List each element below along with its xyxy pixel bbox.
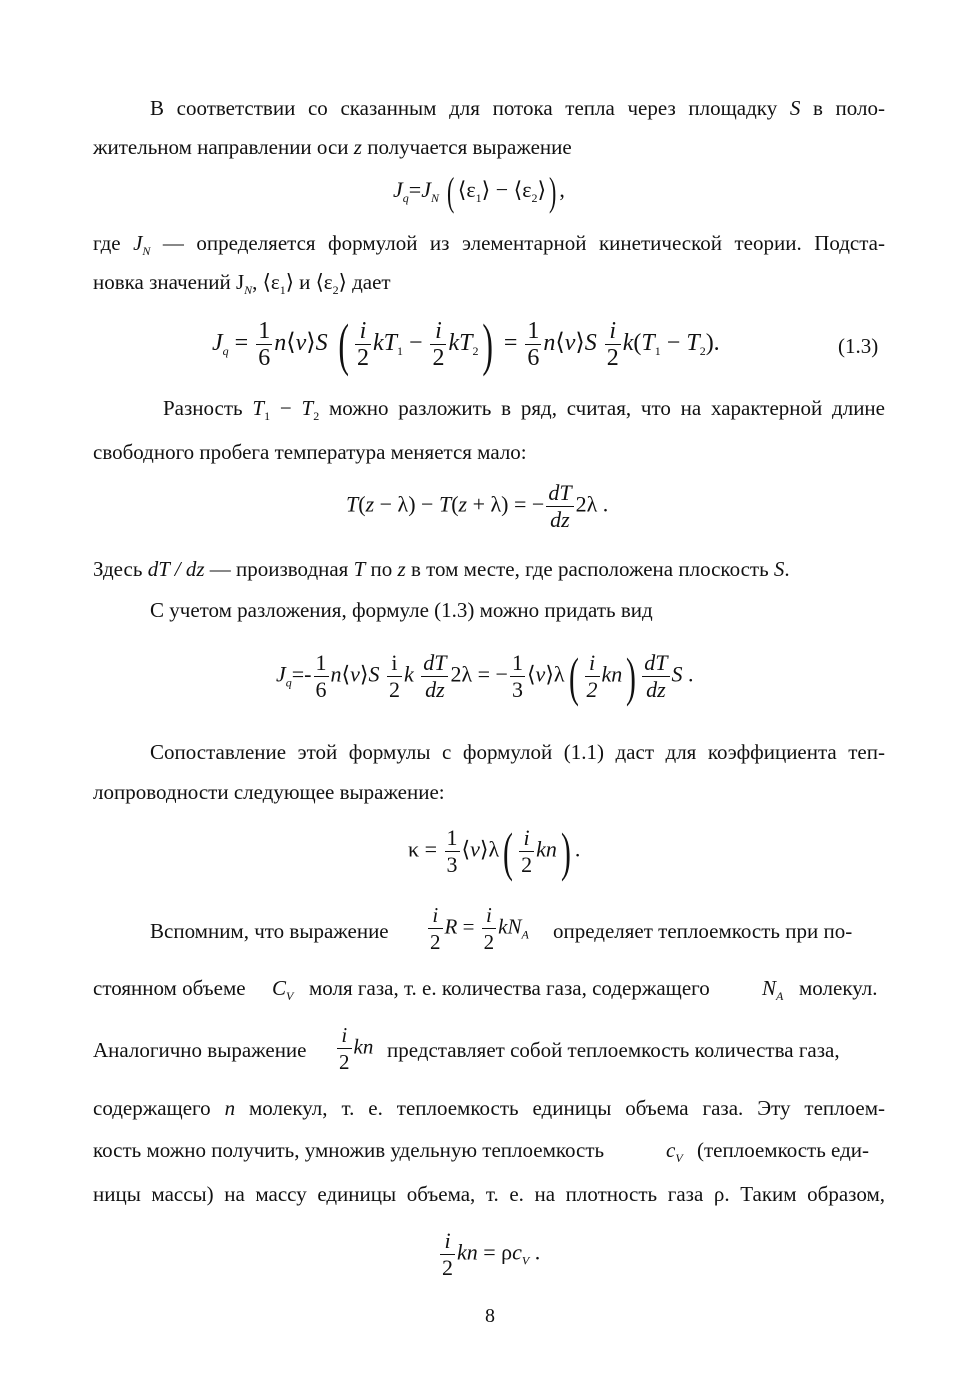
inline-eq-ikn: $\frac{i}{2}$ kn <box>339 1023 374 1074</box>
equation-jq-gradient: $J_q=-$ $\frac{1}{6}$ n⟨v⟩S $\frac{i}{2}$ k $\frac{dT}{dz}$ 2λ = − $\frac{1}{3}$ ⟨v⟩λ( $\frac{i}{2}$ kn) $\frac{dT}{dz}$ S . <box>276 646 694 707</box>
paragraph-1-line-2: жительном направлении оси z получается выражение <box>93 135 572 159</box>
paragraph-7-line-1a: Вспомним, что выражение <box>150 919 389 943</box>
equation-heat-capacity-density: $\frac{i}{2}$ kn = $\rho c_V$ . <box>442 1228 541 1280</box>
paragraph-7-line-6: ницы массы) на массу единицы объема, т. е. на плотность газа ρ. Таким образом, <box>93 1182 885 1206</box>
paragraph-7-line-3b: представляет собой теплоемкость количества газа, <box>387 1038 840 1062</box>
inline-cv: $C_V$ <box>272 976 294 1003</box>
paragraph-7-line-1b: определяет теплоемкость при по- <box>553 919 853 943</box>
paragraph-7-line-5b: (теплоемкость еди- <box>697 1138 870 1162</box>
paragraph-7-line-4: содержащего n молекул, т. е. теплоемкость единицы объема газа. Эту теплоем- <box>93 1096 885 1120</box>
paragraph-2-line-1: где $J_N$ — определяется формулой из элементарной кинетической теории. Подста- <box>93 231 886 258</box>
paragraph-6-line-2: лопроводности следующее выражение: <box>93 780 445 804</box>
equation-temperature-expansion: T(z − λ) − T(z + λ) = − $\frac{dT}{dz}$ 2λ . <box>346 480 609 532</box>
paragraph-3-line-1: Разность $T_1 - T_2$ можно разложить в ряд, считая, что на характерной длине <box>163 396 885 423</box>
page-number: 8 <box>485 1305 495 1327</box>
paragraph-7-line-5a: кость можно получить, умножив удельную теплоемкость <box>93 1138 605 1162</box>
paragraph-3-line-2: свободного пробега температура меняется мало: <box>93 440 527 464</box>
equation-1-3: $J_q$ = $\frac{1}{6}$ n⟨v⟩S ( $\frac{i}{2}$ $kT_1$ − $\frac{i}{2}$ $kT_2$) = $\frac{1}{6}$ n⟨v⟩S $\frac{i}{2}$ $k(T_1 - T_2)$. <box>212 311 720 377</box>
paragraph-7-line-2a: стоянном объеме <box>93 976 246 1000</box>
paragraph-1-line-1: В соответствии со сказанным для потока тепла через площадку S в поло- <box>150 96 885 120</box>
paragraph-2-line-2: новка значений $J_N$, $⟨\varepsilon_1⟩$ и $⟨\varepsilon_2⟩$ дает <box>93 270 391 297</box>
paragraph-4-line-1: Здесь dT / dz — производная T по z в том месте, где расположена плоскость S. <box>93 557 790 581</box>
equation-kappa: κ = $\frac{1}{3}$ ⟨v⟩λ( $\frac{i}{2}$ kn) . <box>408 821 581 882</box>
inline-na: $N_A$ <box>762 976 784 1003</box>
equation-number-1-3: (1.3) <box>838 334 879 358</box>
paragraph-7-line-2c: молекул. <box>799 976 878 1000</box>
equation-jq-energy: $J_q=J_N$ ( $⟨\varepsilon_1⟩$ − $⟨\varepsilon_2⟩$) , <box>393 168 565 214</box>
paragraph-6-line-1: Сопоставление этой формулы с формулой (1.1) даст для коэффициента теп- <box>150 740 885 764</box>
paragraph-7-line-3a: Аналогично выражение <box>93 1038 307 1062</box>
inline-small-cv: $c_V$ <box>666 1138 683 1165</box>
paragraph-5-line-1: С учетом разложения, формуле (1.3) можно придать вид <box>150 598 653 622</box>
inline-eq-iR: $\frac{i}{2}$ R = $\frac{i}{2}$ $kN_A$ <box>430 903 529 954</box>
paragraph-7-line-2b: моля газа, т. е. количества газа, содержащего <box>309 976 710 1000</box>
